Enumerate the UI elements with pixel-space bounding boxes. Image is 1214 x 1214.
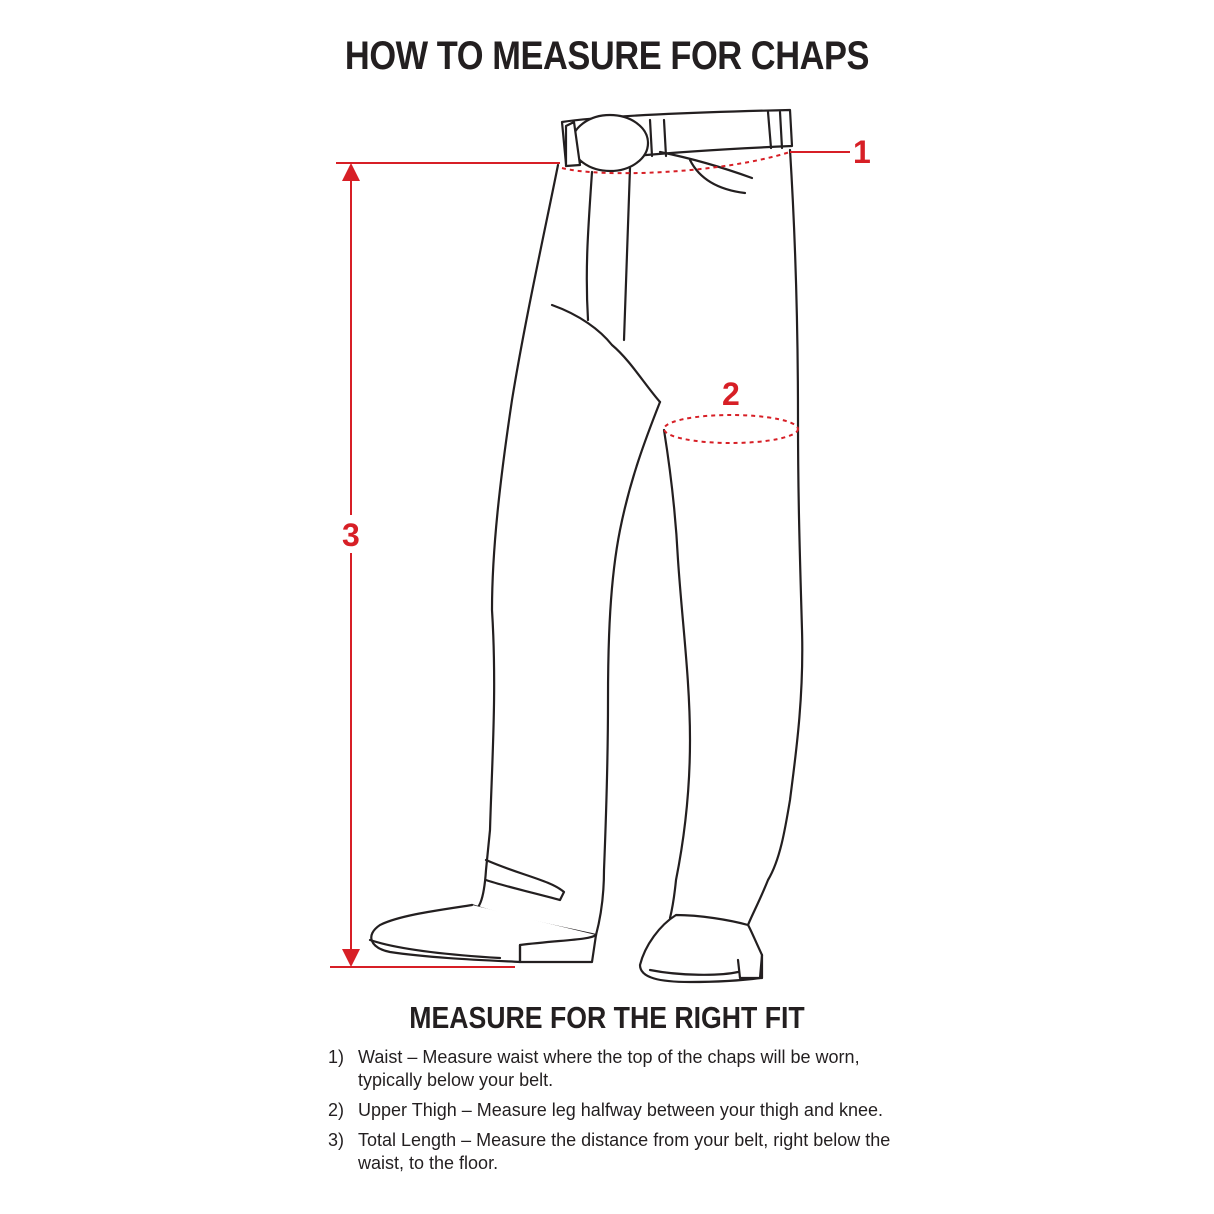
section-heading: MEASURE FOR THE RIGHT FIT — [409, 1000, 805, 1035]
step-number: 1) — [328, 1047, 345, 1067]
back-boot-icon — [640, 915, 762, 982]
step-upper-thigh — [328, 1099, 928, 1122]
step-total-length — [328, 1129, 928, 1175]
pants-illustration — [370, 110, 802, 982]
length-measurement — [330, 163, 560, 967]
page-title: HOW TO MEASURE FOR CHAPS — [344, 34, 870, 78]
step-number: 3) — [328, 1130, 345, 1150]
step-number: 2) — [328, 1100, 345, 1120]
front-boot-icon — [370, 905, 596, 962]
measurement-steps — [328, 1046, 928, 1182]
length-callout-label: 3 — [342, 517, 360, 553]
step-text: Waist – Measure waist where the top of the chaps will be worn, typically below your belt. — [358, 1047, 860, 1090]
step-text: Total Length – Measure the distance from your belt, right below the waist, to the floor. — [358, 1130, 891, 1173]
step-text: Upper Thigh – Measure leg halfway between your thigh and knee. — [358, 1100, 883, 1120]
step-waist — [328, 1046, 928, 1092]
thigh-callout-label: 2 — [722, 376, 740, 412]
waist-callout-label: 1 — [853, 134, 871, 170]
thigh-measurement — [664, 415, 798, 443]
